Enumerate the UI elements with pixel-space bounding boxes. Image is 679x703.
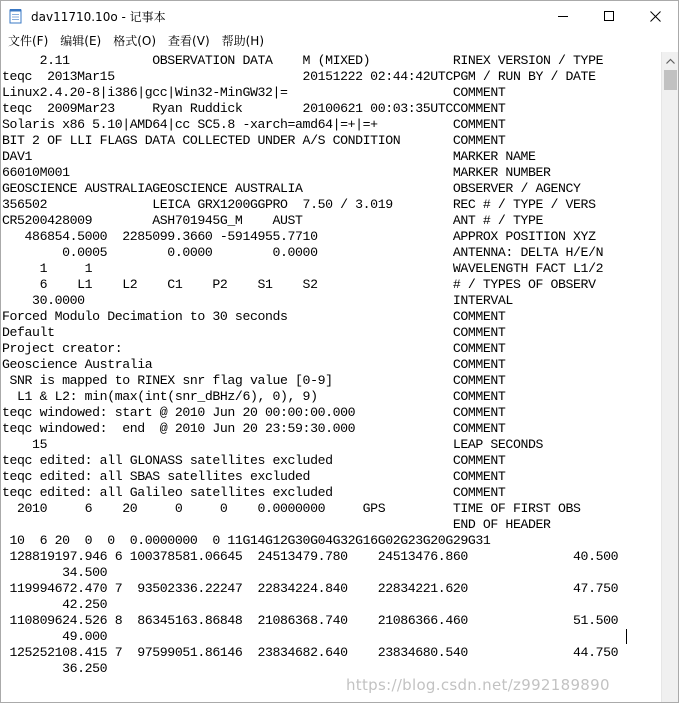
maximize-icon <box>604 11 614 21</box>
menu-view[interactable]: 查看(V) <box>168 34 210 48</box>
text-line: Project creator: COMMENT <box>2 341 506 356</box>
text-line: 486854.5000 2285099.3660 -5914955.7710 APPROX POSITION XYZ <box>2 229 596 244</box>
minimize-icon <box>558 11 568 21</box>
maximize-button[interactable] <box>586 1 632 31</box>
text-line: 2010 6 20 0 0 0.0000000 GPS TIME OF FIRST OBS <box>2 501 581 516</box>
text-line: teqc edited: all SBAS satellites excluded COMMENT <box>2 469 506 484</box>
menu-help[interactable]: 帮助(H) <box>221 34 265 48</box>
text-line: 356502 LEICA GRX1200GGPRO 7.50 / 3.019 REC # / TYPE / VERS <box>2 197 596 212</box>
editor-content <box>2 53 618 677</box>
notepad-icon <box>9 8 23 24</box>
text-line: BIT 2 OF LLI FLAGS DATA COLLECTED UNDER A/S CONDITION COMMENT <box>2 133 506 148</box>
menu-edit[interactable]: 编辑(E) <box>60 34 102 48</box>
text-line: Forced Modulo Decimation to 30 seconds COMMENT <box>2 309 506 324</box>
text-line: teqc edited: all GLONASS satellites excluded COMMENT <box>2 453 506 468</box>
text-line: 6 L1 L2 C1 P2 S1 S2 # / TYPES OF OBSERV <box>2 277 596 292</box>
text-line: Default COMMENT <box>2 325 506 340</box>
text-line: teqc windowed: end @ 2010 Jun 20 23:59:30.000 COMMENT <box>2 421 506 436</box>
text-line: 10 6 20 0 0 0.0000000 0 11G14G12G30G04G32G16G02G23G20G29G31 <box>2 533 491 548</box>
text-line: DAV1 MARKER NAME <box>2 149 536 164</box>
close-button[interactable] <box>632 1 678 31</box>
text-line: 34.500 <box>2 565 108 580</box>
text-line: 2.11 OBSERVATION DATA M (MIXED) RINEX VERSION / TYPE <box>2 53 604 68</box>
text-line: 36.250 <box>2 661 108 676</box>
window-title: dav11710.10o - 记事本 <box>31 10 166 24</box>
chevron-up-icon <box>666 58 675 64</box>
text-caret <box>626 629 627 644</box>
text-line: Geoscience Australia COMMENT <box>2 357 506 372</box>
close-icon <box>650 11 661 22</box>
text-line: 15 LEAP SECONDS <box>2 437 543 452</box>
text-line: 128819197.946 6 100378581.06645 24513479.780 24513476.860 40.500 <box>2 549 619 564</box>
minimize-button[interactable] <box>540 1 586 31</box>
text-line: 66010M001 MARKER NUMBER <box>2 165 551 180</box>
vertical-scrollbar[interactable] <box>661 52 678 703</box>
text-line: 30.0000 INTERVAL <box>2 293 513 308</box>
text-line: 110809624.526 8 86345163.86848 21086368.740 21086366.460 51.500 <box>2 613 619 628</box>
watermark: https://blog.csdn.net/z992189890 <box>346 676 610 694</box>
text-line: SNR is mapped to RINEX snr flag value [0-9] COMMENT <box>2 373 506 388</box>
text-line: teqc windowed: start @ 2010 Jun 20 00:00:00.000 COMMENT <box>2 405 506 420</box>
text-line: L1 & L2: min(max(int(snr_dBHz/6), 0), 9) COMMENT <box>2 389 506 404</box>
text-line: teqc edited: all Galileo satellites excluded COMMENT <box>2 485 506 500</box>
text-line: Linux2.4.20-8|i386|gcc|Win32-MinGW32|= COMMENT <box>2 85 506 100</box>
text-line: 119994672.470 7 93502336.22247 22834224.840 22834221.620 47.750 <box>2 581 619 596</box>
menu-format[interactable]: 格式(O) <box>113 34 157 48</box>
text-line: teqc 2013Mar15 20151222 02:44:42UTCPGM / RUN BY / DATE <box>2 69 596 84</box>
menu-file[interactable]: 文件(F) <box>8 34 49 48</box>
text-line: 125252108.415 7 97599051.86146 23834682.640 23834680.540 44.750 <box>2 645 619 660</box>
text-line: GEOSCIENCE AUSTRALIAGEOSCIENCE AUSTRALIA OBSERVER / AGENCY <box>2 181 581 196</box>
text-line: 1 1 WAVELENGTH FACT L1/2 <box>2 261 604 276</box>
text-editor[interactable] <box>1 52 661 703</box>
scroll-thumb[interactable] <box>664 70 677 90</box>
text-line: Solaris x86 5.10|AMD64|cc SC5.8 -xarch=amd64|=+|=+ COMMENT <box>2 117 506 132</box>
text-line: END OF HEADER <box>2 517 551 532</box>
text-line: 42.250 <box>2 597 108 612</box>
text-line: 0.0005 0.0000 0.0000 ANTENNA: DELTA H/E/N <box>2 245 604 260</box>
text-line: teqc 2009Mar23 Ryan Ruddick 20100621 00:03:35UTCCOMMENT <box>2 101 506 116</box>
title-bar[interactable] <box>1 1 678 31</box>
text-line: 49.000 <box>2 629 108 644</box>
scroll-up-button[interactable] <box>662 52 679 69</box>
menu-bar <box>1 31 678 52</box>
text-line: CR5200428009 ASH701945G_M AUST ANT # / TYPE <box>2 213 543 228</box>
